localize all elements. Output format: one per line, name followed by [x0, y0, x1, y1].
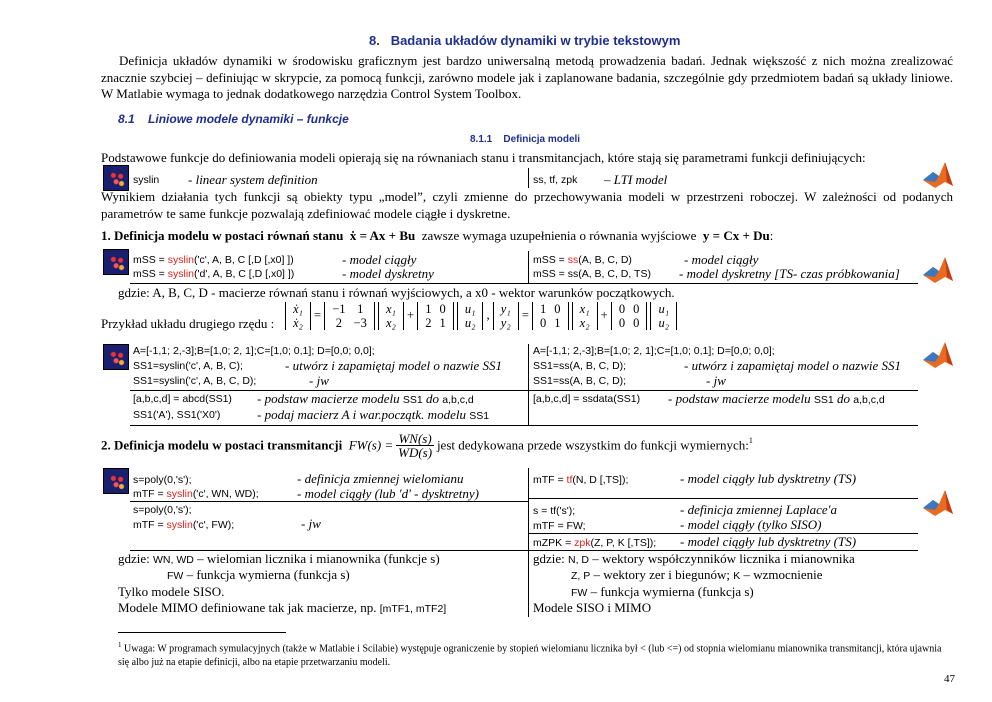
state-equation: ẋ = Ax + Bu — [349, 228, 416, 243]
section-heading — [369, 33, 680, 48]
syslin-comment: - linear system definition — [188, 172, 318, 187]
matlab-icon — [921, 160, 955, 190]
poly-code: s=poly(0,'s'); — [133, 474, 192, 486]
gdzie-state-text: gdzie: A, B, C, D - macierze równań stanu i równań wyjściowych, a x0 - wektor warunków początkowych. — [118, 285, 675, 300]
scilab-icon — [103, 468, 129, 494]
def1-line: 1. Definicja modelu w postaci równań stanu ẋ = Ax + Bu zawsze wymaga uzupełnienia o równania wyjściowe y = Cx + Du: — [101, 228, 774, 243]
ss-continuous-code: mSS = ss(A, B, C, D) — [533, 254, 632, 266]
syslin-code: syslin — [133, 174, 160, 186]
def2-line: 2. Definicja modelu w postaci transmitancji FW(s) = $\frac{WN(s)}{WD(s)}$ jest dedykowana przede wszystkim do funkcji wymiernych:$^1$ — [101, 431, 753, 460]
section-title: Badania układów dynamiki w trybie tekstowym — [390, 33, 681, 48]
syslin-discrete-code: mSS = syslin('d', A, B, C [,D [,x0] ]) — [133, 268, 295, 280]
intro-paragraph: Definicja układów dynamiki w środowisku graficznym jest bardzo uniwersalną metodą prowadzenia badań. Jednak większość z nich można zrealizować znacznie szybciej – definiując w skrypcie, za pomocą funkcji, zarówno modele jak i zaplanowane badania, szczególnie gdy przedmiotem badań są układy liniowe. W Matlabie wymaga to jednak dodatkowego narzędzia Control System Toolbox. — [101, 53, 953, 101]
def1-heading: 1. Definicja modelu w postaci równań stanu — [101, 228, 344, 243]
subsection-heading: 8.1 Liniowe modele dynamiki – funkcje — [118, 112, 349, 126]
scilab-icon — [103, 344, 129, 370]
footnote-rule — [118, 632, 286, 633]
ss-tf-zpk-code: ss, tf, zpk — [533, 174, 578, 186]
scilab-icon — [103, 249, 129, 275]
matlab-icon — [921, 488, 955, 518]
matlab-icon — [921, 255, 955, 285]
subsubsection-heading: 8.1.1 Definicja modeli — [470, 134, 581, 145]
section-number: 8. — [369, 33, 380, 48]
example-matrix-equation: ẋ₁ ẋ₂ = −1 1 2 −3 x₁ x₂ + 1 0 2 1 u₁ u₂ , y₁ y₂ = 1 0 0 1 x₁ x₂ + 0 0 0 0 u₁ u₂ — [285, 302, 677, 330]
column-divider — [528, 168, 529, 188]
scilab-icon — [103, 165, 129, 191]
def2-heading: 2. Definicja modelu w postaci transmitancji — [101, 437, 343, 453]
lti-comment: – LTI model — [604, 172, 668, 187]
result-paragraph: Wynikiem działania tych funkcji są obiekty typu „model”, czyli zmienne do przechowywania modeli w przestrzeni roboczej. W zależności od podanych parametrów te same funkcje pozwalają zdefiniować modele ciągłe i dyskretne. — [101, 189, 953, 221]
matrices-code: A=[-1,1; 2,-3];B=[1,0; 2, 1];C=[1,0; 0,1]; D=[0,0; 0,0]; — [133, 345, 375, 357]
syslin-continuous-code: mSS = syslin('c', A, B, C [,D [,x0] ]) — [133, 254, 294, 266]
page-number: 47 — [944, 673, 955, 685]
ss-discrete-code: mSS = ss(A, B, C, D, TS) — [533, 268, 651, 280]
footnote: $^1$ Uwaga: W programach symulacyjnych (także w Matlabie i Scilabie) występuje ograniczenie by stopień wielomianu licznika był < (lub <=) od stopnia wielomianu mianownika transmitancji, która ujawnia się albo już na etapie definicji, albo na etapie przetwarzaniu modeli. — [118, 641, 942, 669]
matlab-icon — [921, 340, 955, 370]
basic-functions-text: Podstawowe funkcje do definiowania modeli opierają się na równaniach stanu i transmitancjach, które stają się parametrami funkcji definiujących: — [101, 150, 866, 165]
output-equation: y = Cx + Du — [702, 228, 770, 243]
example-label: Przykład układu drugiego rzędu : — [101, 316, 275, 331]
